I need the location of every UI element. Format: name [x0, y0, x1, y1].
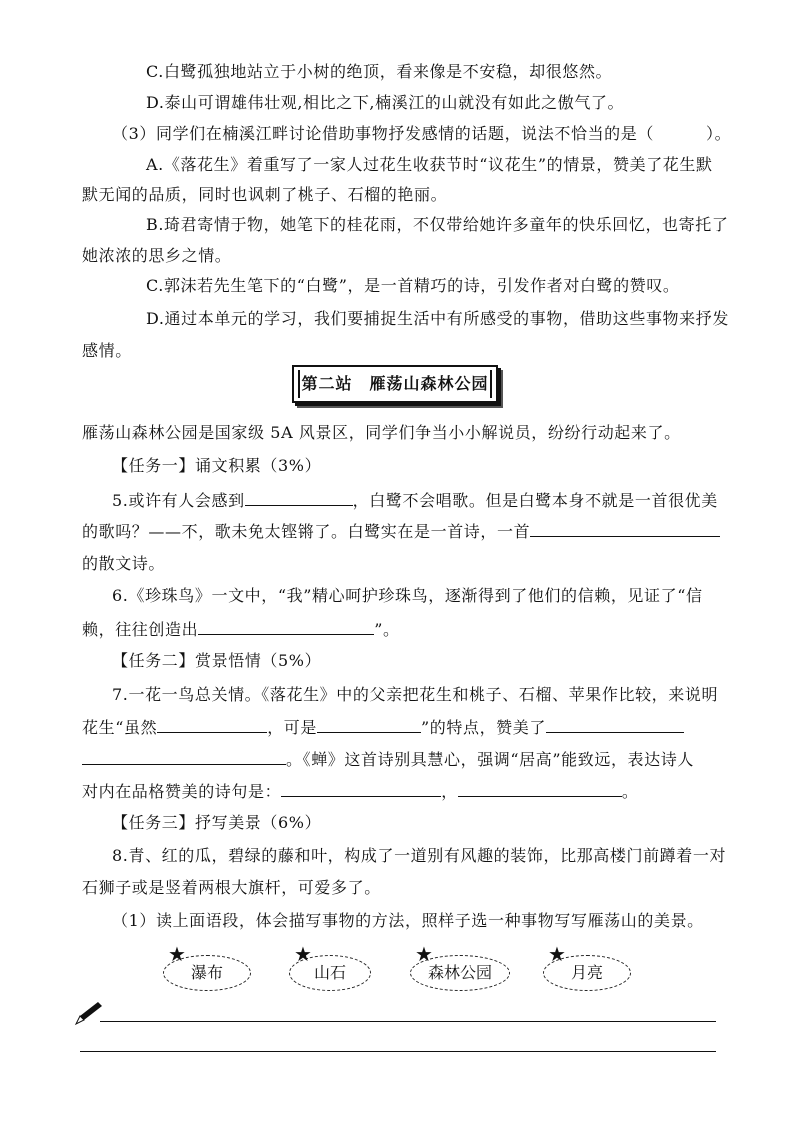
station-title: 第二站 雁荡山森林公园	[301, 374, 489, 393]
task2-title: 【任务二】赏景悟情（5%）	[112, 651, 322, 670]
q6-text-c: ”。	[374, 620, 400, 639]
task3-title: 【任务三】抒写美景（6%）	[112, 813, 322, 832]
q3-option-d-line1: D.通过本单元的学习，我们要捕捉生活中有所感受的事物，借助这些事物来抒发	[146, 309, 729, 328]
q3-option-b-line1: B.琦君寄情于物，她笔下的桂花雨，不仅带给她许多童年的快乐回忆，也寄托了	[146, 215, 729, 234]
q7-text-d: ”的特点，赞美了	[421, 718, 546, 737]
q8-line1: 8.青、红的瓜，碧绿的藤和叶，构成了一道别有风趣的装饰，比那高楼门前蹲着一对	[112, 846, 727, 865]
q7-blank-1[interactable]	[157, 716, 267, 733]
q7-line3	[82, 748, 694, 771]
choice-forest-park[interactable]	[410, 942, 510, 991]
q7-line2	[82, 716, 684, 739]
q5-line1	[112, 489, 718, 512]
option-d-prev: D.泰山可谓雄伟壮观,相比之下,楠溪江的山就没有如此之傲气了。	[146, 93, 625, 112]
q6-line1: 6.《珍珠鸟》一文中，“我”精心呵护珍珠鸟，逐渐得到了他们的信赖，见证了“信	[112, 586, 703, 605]
station-banner	[292, 365, 498, 403]
q7-line1: 7.一花一鸟总关情。《落花生》中的父亲把花生和桃子、石榴、苹果作比较，来说明	[112, 685, 719, 704]
q7-text-g: ，	[441, 782, 458, 801]
q6-text-b: 赖，往往创造出	[82, 620, 199, 639]
writing-line-1[interactable]	[100, 1021, 716, 1022]
q3-option-b-line2: 她浓浓的思乡之情。	[82, 246, 232, 265]
choice-moon[interactable]	[543, 942, 631, 991]
q7-text-f: 对内在品格赞美的诗句是：	[82, 782, 282, 801]
station-intro: 雁荡山森林公园是国家级 5A 风景区，同学们争当小小解说员，纷纷行动起来了。	[82, 423, 681, 442]
q3-stem-end: ）。	[705, 124, 732, 143]
q5-text-b: ，白鹭不会唱歌。但是白鹭本身不就是一首很优美	[352, 491, 718, 510]
q7-text-c: ，可是	[267, 718, 317, 737]
pencil-icon	[74, 1000, 104, 1026]
q3-stem	[112, 123, 731, 145]
q8-subquestion-1: （1）读上面语段，体会描写事物的方法，照样子选一种事物写写雁荡山的美景。	[112, 911, 704, 930]
q5-line3: 的散文诗。	[82, 554, 166, 573]
q7-blank-4[interactable]	[82, 748, 286, 765]
choice-waterfall[interactable]	[163, 942, 251, 991]
q5-text-c: 的歌吗？——不，歌未免太铿锵了。白鹭实在是一首诗，一首	[82, 522, 531, 541]
q7-blank-6[interactable]	[458, 780, 622, 797]
q3-stem-text: （3）同学们在楠溪江畔讨论借助事物抒发感情的话题，说法不恰当的是（	[112, 124, 654, 143]
q5-line2	[82, 520, 720, 543]
star-icon: ★	[548, 942, 566, 966]
q8-line2: 石狮子或是竖着两根大旗杆，可爱多了。	[82, 878, 381, 897]
writing-line-2[interactable]	[80, 1051, 716, 1052]
option-c-prev: C.白鹭孤独地站立于小树的绝顶，看来像是不安稳，却很悠然。	[146, 62, 613, 81]
star-icon: ★	[294, 942, 312, 966]
q5-blank-2[interactable]	[530, 520, 720, 537]
q3-option-d-line2: 感情。	[82, 341, 132, 360]
q7-text-b: 花生“虽然	[82, 718, 158, 737]
q7-blank-2[interactable]	[317, 716, 421, 733]
choice-label: 山石	[313, 963, 346, 982]
q7-blank-5[interactable]	[281, 780, 441, 797]
q3-option-c: C.郭沫若先生笔下的“白鹭”，是一首精巧的诗，引发作者对白鹭的赞叹。	[146, 276, 680, 295]
q7-text-e: 。《蝉》这首诗别具慧心，强调“居高”能致远，表达诗人	[286, 750, 694, 769]
q6-line2	[82, 618, 400, 641]
q3-option-a-line1: A.《落花生》着重写了一家人过花生收获节时“议花生”的情景，赞美了花生默	[146, 155, 713, 174]
choice-label: 瀑布	[190, 963, 223, 982]
task1-title: 【任务一】诵文积累（3%）	[112, 456, 322, 475]
choice-rocks[interactable]	[289, 942, 371, 991]
star-icon: ★	[415, 942, 433, 966]
star-icon: ★	[168, 942, 186, 966]
q6-blank[interactable]	[198, 618, 374, 635]
q7-text-h: 。	[621, 782, 639, 801]
q5-text-a: 5.或许有人会感到	[112, 491, 245, 510]
choice-label: 森林公园	[427, 963, 492, 982]
q7-blank-3[interactable]	[546, 716, 684, 733]
q7-line4	[82, 780, 638, 803]
q3-option-a-line2: 默无闻的品质，同时也讽刺了桃子、石榴的艳丽。	[82, 185, 448, 204]
choice-label: 月亮	[570, 963, 603, 982]
q5-blank-1[interactable]	[245, 489, 353, 506]
